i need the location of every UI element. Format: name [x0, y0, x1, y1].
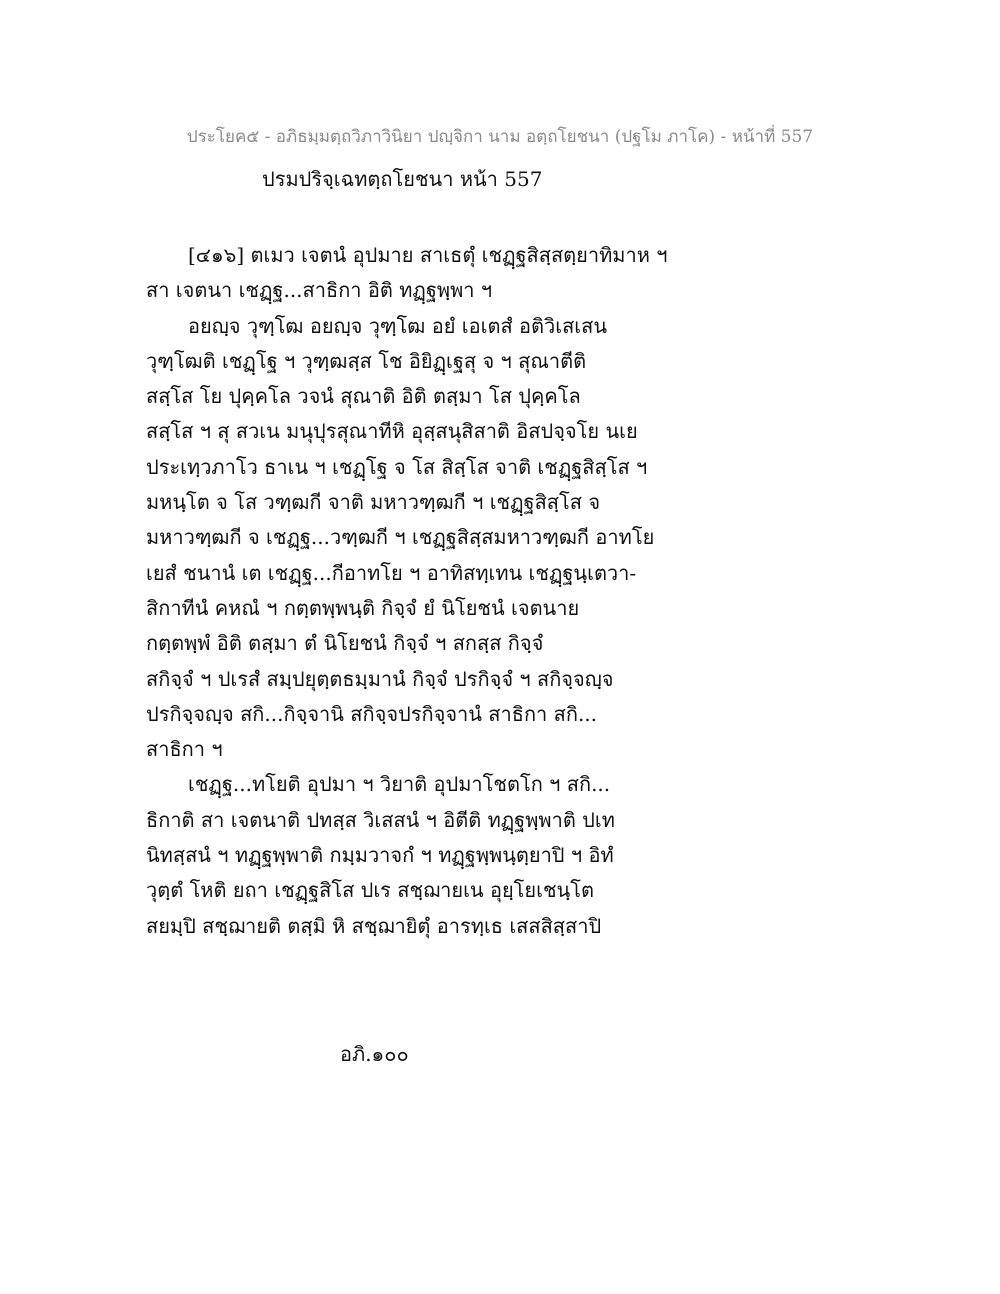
text-line: สยมฺปิ สชฺฌายติ ตสฺมิ หิ สชฺฌายิตุํ อารทฺเธ เสสสิสฺสาปิ [146, 913, 602, 938]
text-line: วุตฺตํ โหติ ยถา เชฏฺฐสิโส ปเร สชฺฌายเน อุยฺโยเชนฺโต [146, 878, 594, 903]
chapter-title: ปรมปริจฺเฉทตฺถโยชนา หน้า 557 [262, 167, 543, 191]
text-line: ประเทฺวภาโว ธาเน ฯ เชฏฺโฐ จ โส สิสฺโส จาติ เชฏฺฐสิสฺโส ฯ [146, 454, 648, 479]
text-line: นิทสฺสนํ ฯ ทฏฺฐพฺพาติ กมฺมวาจกํ ฯ ทฏฺฐพฺพนฺตฺยาปิ ฯ อิทํ [146, 843, 614, 868]
text-line: ปรกิจฺจญฺจ สกิ...กิจฺจานิ สกิจฺจปรกิจฺจานํ สาธิกา สกิ... [146, 701, 598, 726]
text-line: สิกาทีนํ คหณํ ฯ กตฺตพฺพนฺติ กิจฺจํ ยํ นิโยชนํ เจตนาย [146, 595, 580, 620]
text-line: เชฏฺฐ...ทโยติ อุปมา ฯ วิยาติ อุปมาโชตโก ฯ สกิ... [188, 772, 611, 797]
text-line: เยสํ ชนานํ เต เชฏฺฐ...กีอาทโย ฯ อาทิสทฺเทน เชฏฺฐนฺเตวา- [146, 560, 637, 585]
running-header: ประโยค๕ - อภิธมฺมตฺถวิภาวินิยา ปญฺจิกา นาม อตฺถโยชนา (ปฐโม ภาโค) - หน้าที่ 557 [186, 127, 814, 147]
text-line: มหาวฑฺฒกี จ เชฏฺฐ...วฑฺฒกี ฯ เชฏฺฐสิสฺสมหาวฑฺฒกี อาทโย [146, 525, 655, 550]
text-line: อยญฺจ วุฑฺโฒ อยญฺจ วุฑฺโฒ อยํ เอเตสํ อติวิเสเสน [188, 313, 608, 338]
text-line: วุฑฺโฒติ เชฏฺโฐ ฯ วุฑฺฒสฺส โช อิยิฏฺเฐสุ จ ฯ สุณาตีติ [146, 348, 587, 373]
body-text [146, 238, 866, 944]
text-line: สสฺโส โย ปุคฺคโล วจนํ สุณาติ อิติ ตสฺมา โส ปุคฺคโล [146, 384, 581, 409]
page-reference: อภิ.๑๐๐ [340, 1042, 409, 1066]
text-line: มหนฺโต จ โส วฑฺฒกี จาติ มหาวฑฺฒกี ฯ เชฏฺฐสิสฺโส จ [146, 490, 601, 515]
text-line: สาธิกา ฯ [146, 737, 223, 762]
text-line: กตฺตพฺพํ อิติ ตสฺมา ตํ นิโยชนํ กิจฺจํ ฯ สกสฺส กิจฺจํ [146, 631, 544, 656]
text-line: [๔๑๖] ตเมว เจตนํ อุปมาย สาเธตุํ เชฏฺฐสิสฺสตฺยาทิมาห ฯ [188, 243, 668, 267]
text-line: สกิจฺจํ ฯ ปเรสํ สมฺปยุตฺตธมฺมานํ กิจฺจํ ปรกิจฺจํ ฯ สกิจฺจญฺจ [146, 666, 614, 691]
text-line: ธิกาติ สา เจตนาติ ปทสฺส วิเสสนํ ฯ อิตีติ ทฏฺฐพฺพาติ ปเท [146, 807, 615, 832]
text-line: สา เจตนา เชฏฺฐ...สาธิกา อิติ ทฏฺฐพฺพา ฯ [146, 278, 493, 303]
text-line: สสฺโส ฯ สุ สวเน มนุปุรสุณาทีหิ อุสฺสนุสิสาติ อิสปจฺจโย นเย [146, 419, 638, 444]
